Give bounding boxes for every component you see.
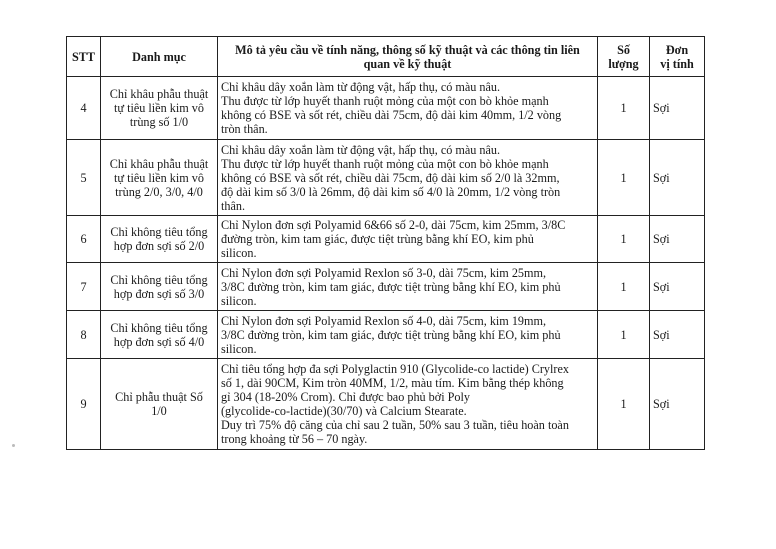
description-line: Chỉ tiêu tổng hợp đa sợi Polyglactin 910 (Glycolide-co lactide) Crylrex (221, 362, 569, 376)
description-line: số 1, dài 90CM, Kim tròn 40MM, 1/2, màu tím. Kim bằng thép không (221, 376, 564, 390)
row-stt: 4 (67, 77, 101, 140)
table-header (67, 37, 705, 77)
row-category (101, 77, 218, 140)
row-description (218, 311, 598, 359)
description-line: đường tròn, kim tam giác, được tiệt trùng bằng khí EO, kim phủ (221, 232, 534, 246)
row-quantity: 1 (598, 263, 650, 311)
row-category (101, 311, 218, 359)
category-line: trùng 2/0, 3/0, 4/0 (115, 184, 203, 199)
row-quantity: 1 (598, 77, 650, 140)
row-stt: 6 (67, 216, 101, 263)
description-line: Thu được từ lớp huyết thanh ruột mỏng của một con bò khỏe mạnh (221, 156, 549, 171)
row-unit: Sợi (650, 311, 705, 359)
table-row (67, 311, 705, 359)
description-line: 3/8C đường tròn, kim tam giác, được tiệt trùng bằng khí EO, kim phủ (221, 279, 561, 294)
category-line: trùng số 1/0 (129, 115, 189, 129)
category-line: Chỉ không tiêu tổng (110, 320, 208, 335)
row-description (218, 140, 598, 216)
row-unit: Sợi (650, 263, 705, 311)
table-row (67, 140, 705, 216)
category-line: hợp đơn sợi số 2/0 (113, 239, 205, 253)
header-stt: STT (67, 37, 101, 77)
description-line: Thu được từ lớp huyết thanh ruột mỏng của một con bò khỏe mạnh (221, 94, 549, 108)
row-category (101, 216, 218, 263)
category-line: Chỉ phẫu thuật Số (115, 390, 203, 404)
table-row (67, 77, 705, 140)
description-line: silicon. (221, 246, 257, 260)
category-line: Chỉ khâu phẫu thuật (109, 156, 209, 171)
description-line: gỉ 304 (18-20% Crom). Chỉ được bao phủ bởi Poly (221, 390, 471, 404)
description-line: Chỉ khâu dây xoắn làm từ động vật, hấp thụ, có màu nâu. (221, 80, 501, 94)
description-line: 3/8C đường tròn, kim tam giác, được tiệt trùng bằng khí EO, kim phủ (221, 327, 561, 342)
category-line: Chỉ khâu phẫu thuật (109, 87, 209, 101)
header-unit-line: vị tính (660, 56, 694, 71)
row-stt: 7 (67, 263, 101, 311)
scan-speck (12, 444, 15, 447)
row-category (101, 263, 218, 311)
table-row (67, 216, 705, 263)
header-quantity (598, 37, 650, 77)
description-line: silicon. (221, 293, 257, 308)
table-body (67, 77, 705, 450)
description-line: silicon. (221, 341, 257, 356)
description-line: (glycolide-co-lactide)(30/70) và Calcium Stearate. (221, 404, 467, 418)
row-quantity: 1 (598, 140, 650, 216)
description-line: không có BSE và sốt rét, chiều dài 75cm, độ dài kim 40mm, 1/2 vòng (221, 108, 562, 122)
category-line: Chỉ không tiêu tổng (110, 225, 208, 239)
category-line: 1/0 (151, 404, 167, 418)
header-unit-line: Đơn (665, 42, 689, 57)
header-category: Danh mục (101, 37, 218, 77)
description-line: thân. (221, 198, 246, 213)
table-row (67, 263, 705, 311)
row-unit: Sợi (650, 140, 705, 216)
description-line: độ dài kim số 3/0 là 26mm, độ dài kim số 4/0 là 20mm, 1/2 vòng tròn (221, 184, 561, 199)
header-quantity-line: lượng (608, 56, 639, 71)
description-line: không có BSE và sốt rét, chiều dài 75cm, độ dài kim số 2/0 là 32mm, (221, 170, 560, 185)
row-unit: Sợi (650, 359, 705, 450)
category-line: tự tiêu liền kim vô (114, 101, 204, 115)
category-line: tự tiêu liền kim vô (114, 170, 204, 185)
description-line: Chỉ Nylon đơn sợi Polyamid Rexlon số 4-0, dài 75cm, kim 19mm, (221, 313, 547, 328)
description-line: tròn thân. (221, 122, 268, 136)
description-line: Chỉ Nylon đơn sợi Polyamid 6&66 số 2-0, dài 75cm, kim 25mm, 3/8C (221, 218, 566, 232)
category-line: Chỉ không tiêu tổng (110, 272, 208, 287)
row-stt: 5 (67, 140, 101, 216)
header-unit (650, 37, 705, 77)
header-description (218, 37, 598, 77)
row-category (101, 140, 218, 216)
row-quantity: 1 (598, 311, 650, 359)
header-quantity-line: Số (617, 42, 630, 57)
row-quantity: 1 (598, 216, 650, 263)
row-description (218, 216, 598, 263)
row-category (101, 359, 218, 450)
header-description-line: Mô tả yêu cầu về tính năng, thông số kỹ thuật và các thông tin liên (235, 42, 580, 57)
row-stt: 8 (67, 311, 101, 359)
description-line: Chỉ khâu dây xoắn làm từ động vật, hấp thụ, có màu nâu. (221, 142, 501, 157)
row-stt: 9 (67, 359, 101, 450)
category-line: hợp đơn sợi số 3/0 (113, 286, 205, 301)
description-line: Duy trì 75% độ căng của chỉ sau 2 tuần, 50% sau 3 tuần, tiêu hoàn toàn (221, 418, 569, 432)
row-unit: Sợi (650, 77, 705, 140)
description-line: Chỉ Nylon đơn sợi Polyamid Rexlon số 3-0, dài 75cm, kim 25mm, (221, 265, 547, 280)
specification-table (66, 36, 705, 450)
row-description (218, 263, 598, 311)
header-row (67, 37, 705, 77)
description-line: trong khoảng từ 56 – 70 ngày. (221, 432, 368, 446)
table-row (67, 359, 705, 450)
category-line: hợp đơn sợi số 4/0 (113, 334, 205, 349)
row-description (218, 77, 598, 140)
row-quantity: 1 (598, 359, 650, 450)
row-description (218, 359, 598, 450)
header-description-line: quan về kỹ thuật (363, 56, 452, 71)
row-unit: Sợi (650, 216, 705, 263)
